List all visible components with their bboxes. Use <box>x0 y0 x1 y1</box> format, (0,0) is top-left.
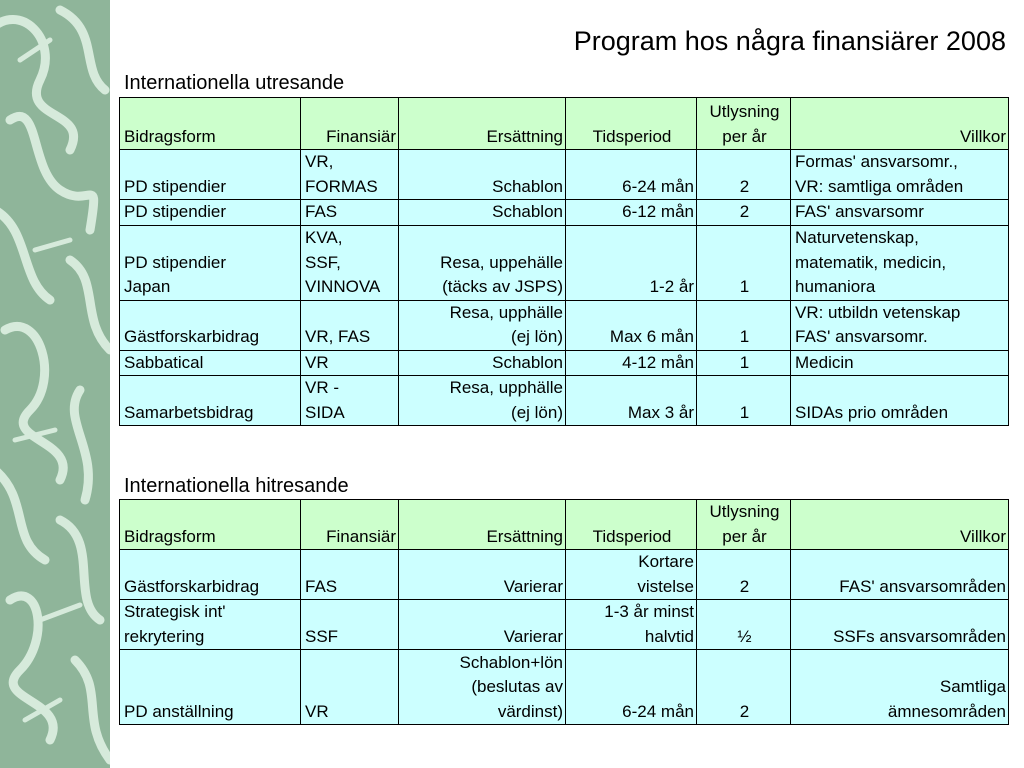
header-villkor: Villkor <box>791 98 1009 150</box>
cell-finansiar: FAS <box>301 200 399 226</box>
slide-title: Program hos några finansiärer 2008 <box>573 26 1006 56</box>
header-utlysning: Utlysning per år <box>697 500 791 550</box>
table-row <box>120 376 1009 426</box>
cell-ersattning: Resa, upphälle (ej lön) <box>399 300 566 350</box>
table-row <box>120 600 1009 650</box>
table-row <box>120 650 1009 725</box>
header-finansiar: Finansiär <box>301 98 399 150</box>
table-row <box>120 225 1009 300</box>
cell-bidragsform: PD stipendier Japan <box>120 225 301 300</box>
cell-ersattning: Resa, uppehälle (täcks av JSPS) <box>399 225 566 300</box>
cell-finansiar: VR <box>301 650 399 725</box>
cell-ersattning: Schablon+lön (beslutas av värdinst) <box>399 650 566 725</box>
cell-ersattning: Schablon <box>399 150 566 200</box>
table-utresande <box>119 97 1009 426</box>
table-row <box>120 300 1009 350</box>
cell-finansiar: FAS <box>301 550 399 600</box>
calligraphy-side-band <box>0 0 110 768</box>
cell-ersattning: Varierar <box>399 550 566 600</box>
cell-tidsperiod: 6-24 mån <box>566 650 697 725</box>
cell-finansiar: VR, FORMAS <box>301 150 399 200</box>
cell-villkor: VR: utbildn vetenskap FAS' ansvarsomr. <box>791 300 1009 350</box>
cell-finansiar: SSF <box>301 600 399 650</box>
section-label-utresande: Internationella utresande <box>124 72 345 94</box>
header-finansiar: Finansiär <box>301 500 399 550</box>
cell-bidragsform: Samarbetsbidrag <box>120 376 301 426</box>
cell-tidsperiod: 4-12 mån <box>566 350 697 376</box>
cell-bidragsform: PD stipendier <box>120 200 301 226</box>
header-tidsperiod: Tidsperiod <box>566 500 697 550</box>
cell-ersattning: Schablon <box>399 350 566 376</box>
calligraphy-icon <box>0 0 110 768</box>
header-villkor: Villkor <box>791 500 1009 550</box>
table-row <box>120 200 1009 226</box>
cell-finansiar: VR - SIDA <box>301 376 399 426</box>
cell-tidsperiod: 6-24 mån <box>566 150 697 200</box>
cell-bidragsform: PD stipendier <box>120 150 301 200</box>
cell-utlysning: 1 <box>697 300 791 350</box>
cell-utlysning: 2 <box>697 150 791 200</box>
cell-utlysning: 2 <box>697 650 791 725</box>
table-header-row <box>120 98 1009 150</box>
cell-villkor: Naturvetenskap, matematik, medicin, humaniora <box>791 225 1009 300</box>
cell-tidsperiod: 1-2 år <box>566 225 697 300</box>
cell-finansiar: VR <box>301 350 399 376</box>
table-hitresande <box>119 499 1009 725</box>
cell-utlysning: ½ <box>697 600 791 650</box>
cell-bidragsform: Strategisk int' rekrytering <box>120 600 301 650</box>
table-row <box>120 150 1009 200</box>
header-ersattning: Ersättning <box>399 98 566 150</box>
cell-villkor: FAS' ansvarsområden <box>791 550 1009 600</box>
cell-villkor: Medicin <box>791 350 1009 376</box>
cell-villkor: Samtliga ämnesområden <box>791 650 1009 725</box>
cell-finansiar: KVA, SSF, VINNOVA <box>301 225 399 300</box>
header-utlysning: Utlysning per år <box>697 98 791 150</box>
cell-tidsperiod: Max 6 mån <box>566 300 697 350</box>
cell-villkor: SSFs ansvarsområden <box>791 600 1009 650</box>
header-bidragsform: Bidragsform <box>120 500 301 550</box>
cell-bidragsform: Gästforskarbidrag <box>120 300 301 350</box>
cell-bidragsform: Sabbatical <box>120 350 301 376</box>
header-tidsperiod: Tidsperiod <box>566 98 697 150</box>
cell-villkor: SIDAs prio områden <box>791 376 1009 426</box>
cell-utlysning: 1 <box>697 350 791 376</box>
cell-tidsperiod: 6-12 mån <box>566 200 697 226</box>
header-bidragsform: Bidragsform <box>120 98 301 150</box>
cell-bidragsform: PD anställning <box>120 650 301 725</box>
table-header-row <box>120 500 1009 550</box>
section-label-hitresande: Internationella hitresande <box>124 475 349 497</box>
cell-utlysning: 2 <box>697 200 791 226</box>
cell-tidsperiod: 1-3 år minst halvtid <box>566 600 697 650</box>
table-row <box>120 350 1009 376</box>
cell-tidsperiod: Kortare vistelse <box>566 550 697 600</box>
cell-utlysning: 1 <box>697 376 791 426</box>
cell-bidragsform: Gästforskarbidrag <box>120 550 301 600</box>
cell-villkor: FAS' ansvarsomr <box>791 200 1009 226</box>
cell-ersattning: Schablon <box>399 200 566 226</box>
cell-villkor: Formas' ansvarsomr., VR: samtliga områden <box>791 150 1009 200</box>
cell-utlysning: 2 <box>697 550 791 600</box>
cell-utlysning: 1 <box>697 225 791 300</box>
cell-ersattning: Resa, upphälle (ej lön) <box>399 376 566 426</box>
cell-tidsperiod: Max 3 år <box>566 376 697 426</box>
cell-finansiar: VR, FAS <box>301 300 399 350</box>
table-row <box>120 550 1009 600</box>
cell-ersattning: Varierar <box>399 600 566 650</box>
header-ersattning: Ersättning <box>399 500 566 550</box>
